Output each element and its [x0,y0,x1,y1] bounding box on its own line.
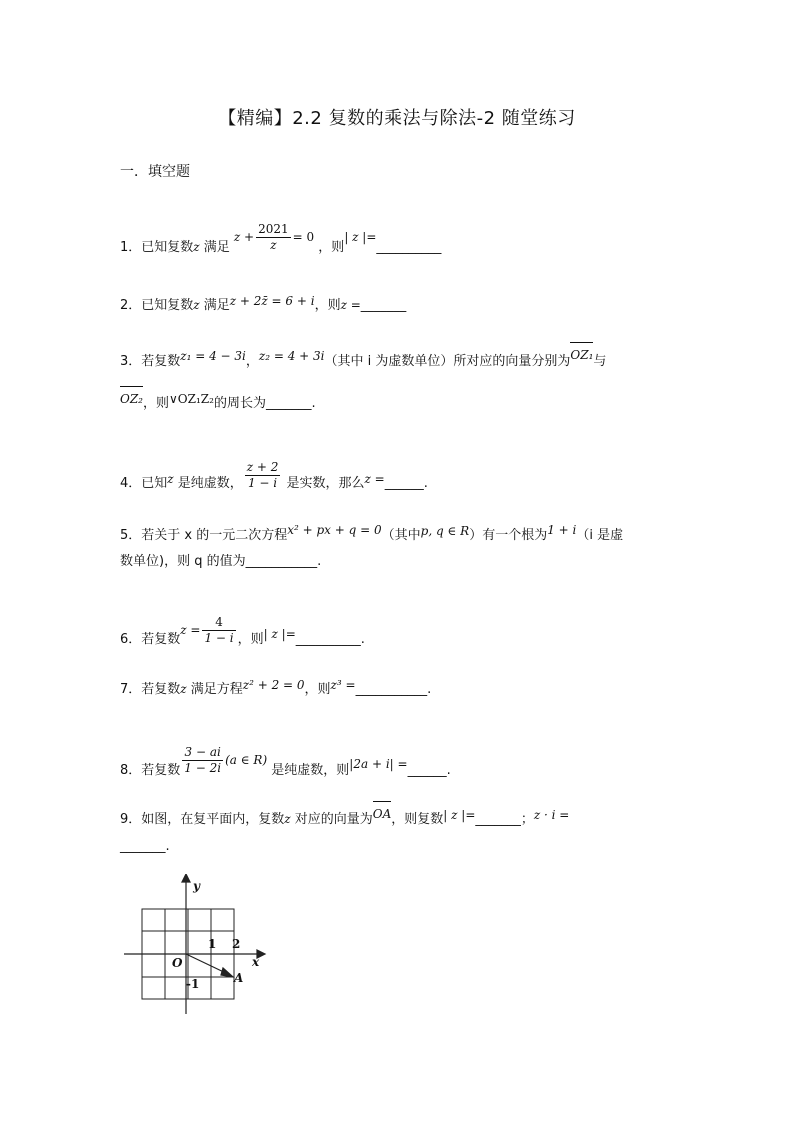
q8-text-mid: 是纯虚数，则 [267,763,350,778]
q3-note: （其中 i 为虚数单位）所对应的向量分别为 [324,354,571,369]
tick-neg1-label: -1 [186,977,200,991]
q3-text-mid: ，则 [143,396,170,411]
question-8 [120,745,451,786]
x-label: x [252,955,260,969]
q9-abs: | z |= [443,808,476,822]
q5-text-mid: ）有一个根为 [469,528,548,543]
q1-text-mid: 满足 [199,240,230,255]
q3-vector-oz1: OZ₁ [570,348,594,362]
q5-root: 1 + i [547,523,577,537]
question-7 [120,680,431,699]
q1-abs: | z |= [344,230,377,244]
q4-text-post: 是实数，那么 [282,476,365,491]
q4-fraction [245,460,281,491]
q8-text: 8．若复数 [120,763,181,778]
q1-fraction [256,222,291,253]
question-9-line2 [120,838,170,856]
question-5 [120,523,624,545]
q9-var: z [284,812,291,826]
q2-text-post: ，则 [314,298,341,313]
q9-answer-blank-1[interactable]: _______； [475,812,534,827]
q1-answer-blank[interactable]: __________ [376,240,442,255]
q1-denominator: z [270,238,277,252]
q2-text-mid: 满足 [199,298,230,313]
q7-text-mid: 满足方程 [186,682,243,697]
q6-denominator: 1 − i [204,631,234,645]
tick-1-label: 1 [208,937,217,951]
q6-abs: | z |= [263,627,296,641]
q3-sep: ， [245,354,259,369]
q4-numerator: z + 2 [246,460,279,474]
axes [124,874,265,1014]
q7-answer-blank[interactable]: ___________. [355,682,432,697]
q2-var: z [193,298,200,312]
q3-text-post: 的周长为_______. [213,396,316,411]
q8-numerator: 3 − ai [182,745,223,761]
q8-abs: |2a + i| = [349,757,408,771]
q3-text: 3．若复数 [120,354,181,369]
q6-numerator: 4 [202,615,235,631]
q4-answer-blank[interactable]: ______. [384,476,428,491]
q6-answer-blank[interactable]: __________. [295,632,365,647]
question-1 [120,222,442,263]
question-2 [120,296,406,315]
q3-z2: z₂ = 4 + 3i [258,349,325,363]
q1-lhs: z + [233,230,255,244]
q9-product: z · i = [533,808,570,822]
q8-answer-blank[interactable]: ______. [407,763,451,778]
q7-var: z [180,682,187,696]
question-5-line2 [120,553,321,571]
origin-label: O [172,956,183,970]
q1-var: z [193,240,200,254]
q4-var: z [167,472,174,486]
tick-2-label: 2 [232,937,241,951]
question-3-line2 [120,394,316,413]
q9-vector-oa: OA [372,807,392,821]
q7-ans-label: z³ = [330,678,356,692]
q2-equation: z + 2z̄ = 6 + i [229,294,315,308]
q5-text-post: （i 是虚 [576,528,624,543]
q5-condition: p, q ∈ R [420,524,470,538]
point-a-label: A [234,971,244,985]
q3-vector-oz2: OZ₂ [120,392,143,406]
question-9 [120,807,570,829]
q8-condition: (a ∈ R) [225,753,268,767]
complex-plane-figure [122,874,272,1019]
q8-expression [180,745,268,775]
q6-equation [180,615,237,645]
q8-denominator: 1 − 2i [184,761,222,775]
question-4 [120,460,428,499]
q9-text-mid2: ，则复数 [391,812,444,827]
q4-denominator: 1 − i [247,476,278,490]
y-label: y [193,879,200,893]
q7-text: 7．若复数 [120,682,181,697]
q5-line2: 数单位)，则 q 的值为___________. [120,554,322,569]
q7-text-post: ，则 [304,682,331,697]
question-6 [120,615,365,655]
q5-note: （其中 [381,528,421,543]
q9-answer-blank-2[interactable]: _______. [120,839,170,854]
q2-text: 2．已知复数 [120,298,194,313]
q8-fraction [182,745,223,776]
q6-text: 6．若复数 [120,632,181,647]
q6-fraction [202,615,235,646]
page-title: 【精编】2.2 复数的乘法与除法-2 随堂练习 [218,108,576,129]
q5-text: 5．若关于 x 的一元二次方程 [120,528,288,543]
q6-text-post: ，则 [237,632,264,647]
section-heading: 一．填空题 [120,164,190,180]
q7-equation: z² + 2 = 0 [242,678,305,692]
q4-text: 4．已知 [120,476,168,491]
q5-equation: x² + px + q = 0 [287,523,382,537]
q2-ans-label: z = [340,298,361,312]
q6-lhs: z = [180,623,201,637]
q1-equation [233,222,315,252]
q1-text-post: ，则 [318,240,345,255]
question-3 [120,348,607,371]
q1-rhs: = 0 [292,230,315,244]
q3-z1: z₁ = 4 − 3i [180,349,246,363]
vector-arrow-icon [221,968,233,977]
q9-text: 9．如图，在复平面内，复数 [120,812,285,827]
q3-and: 与 [593,354,607,369]
q4-ans-label: z = [364,472,385,486]
q1-numerator: 2021 [258,222,289,236]
y-axis-arrow-icon [182,874,190,882]
q3-triangle: ∨OZ₁Z₂ [169,392,214,406]
q4-text-mid: 是纯虚数， [173,476,243,491]
q1-text: 1．已知复数 [120,240,194,255]
q2-answer-blank[interactable]: _______ [360,298,407,313]
q9-text-mid: 对应的向量为 [290,812,373,827]
